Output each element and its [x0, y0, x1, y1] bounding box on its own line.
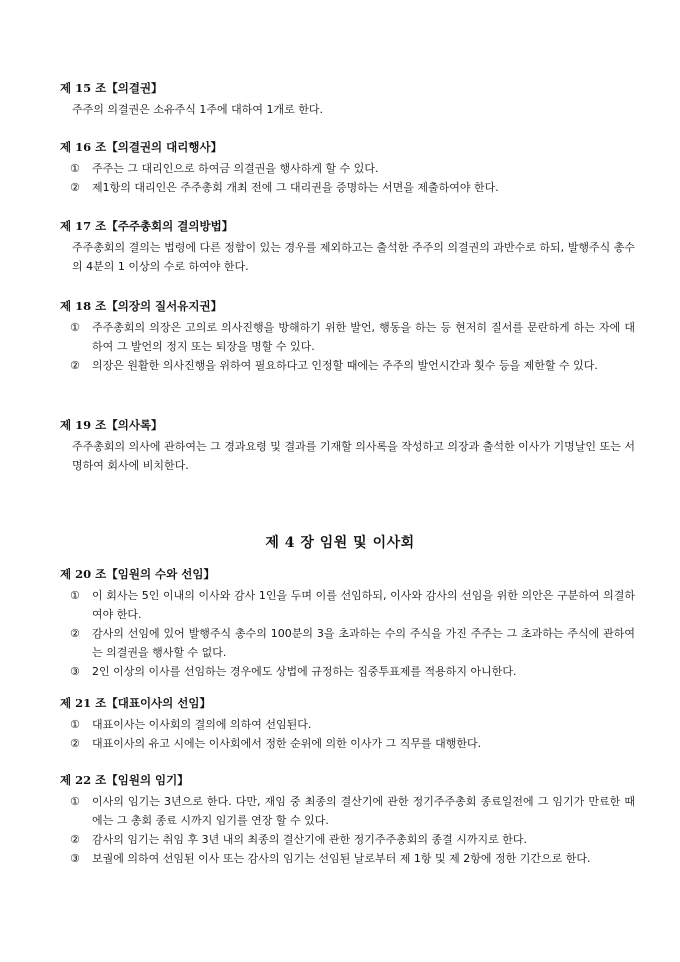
- clause-text: 주주총회의 의장은 고의로 의사진행을 방해하기 위한 발언, 행동을 하는 등 현저히 질서를 문란하게 하는 자에 대하여 그 발언의 정지 또는 퇴장을 명할 수 있다.: [92, 321, 635, 353]
- clause-item: [60, 849, 635, 868]
- article-title: 제 21 조【대표이사의 선임】: [60, 696, 211, 710]
- clause-item: [60, 624, 635, 662]
- article-15: [60, 80, 635, 119]
- clause-number: ③: [70, 852, 80, 865]
- article-title: 제 15 조【의결권】: [60, 81, 163, 95]
- article-19: [60, 417, 635, 475]
- clause-text: 의장은 원활한 의사진행을 위하여 필요하다고 인정할 때에는 주주의 발언시간과 횟수 등을 제한할 수 있다.: [92, 359, 598, 372]
- clause-item: [60, 715, 635, 734]
- article-21: [60, 695, 635, 753]
- clause-item: [60, 178, 635, 197]
- article-title: 제 17 조【주주총회의 결의방법】: [60, 219, 234, 233]
- clause-text: 감사의 선임에 있어 발행주식 총수의 100분의 3을 초과하는 수의 주식을 가진 주주는 그 초과하는 주식에 관하여는 의결권을 행사할 수 없다.: [92, 627, 635, 659]
- clause-item: [60, 830, 635, 849]
- clause-item: [60, 792, 635, 830]
- article-title: 제 16 조【의결권의 대리행사】: [60, 140, 223, 154]
- clause-text: 제1항의 대리인은 주주총회 개최 전에 그 대리권을 증명하는 서면을 제출하여야 한다.: [92, 181, 499, 194]
- clause-text: 이사의 임기는 3년으로 한다. 다만, 재임 중 최종의 결산기에 관한 정기주주총회 종료일전에 그 임기가 만료한 때에는 그 총회 종료 시까지 임기를 연장 할 수 있다.: [92, 795, 635, 827]
- article-body: 주주의 의결권은 소유주식 1주에 대하여 1개로 한다.: [72, 103, 323, 116]
- clause-number: ①: [70, 162, 80, 175]
- chapter-heading: 제 4 장 임원 및 이사회: [265, 534, 415, 551]
- clause-item: [60, 586, 635, 624]
- article-18: [60, 298, 635, 375]
- clause-item: [60, 356, 635, 375]
- clause-item: [60, 318, 635, 356]
- article-title: 제 20 조【임원의 수와 선임】: [60, 567, 215, 581]
- clause-text: 대표이사의 유고 시에는 이사회에서 정한 순위에 의한 이사가 그 직무를 대행한다.: [92, 737, 482, 750]
- clause-text: 이 회사는 5인 이내의 이사와 감사 1인을 두며 이를 선임하되, 이사와 감사의 선임을 위한 의안은 구분하여 의결하여야 한다.: [92, 589, 635, 621]
- clause-number: ②: [70, 627, 80, 640]
- clause-item: [60, 734, 635, 753]
- clause-number: ①: [70, 718, 80, 731]
- article-body: 주주총회의 결의는 법령에 다른 정함이 있는 경우를 제외하고는 출석한 주주의 의결권의 과반수로 하되, 발행주식 총수의 4분의 1 이상의 수로 하여야 한다.: [72, 241, 635, 273]
- clause-text: 주주는 그 대리인으로 하여금 의결권을 행사하게 할 수 있다.: [92, 162, 379, 175]
- article-title: 제 22 조【임원의 임기】: [60, 773, 189, 787]
- clause-number: ①: [70, 321, 80, 334]
- article-17: [60, 218, 635, 276]
- clause-number: ①: [70, 795, 80, 808]
- clause-number: ①: [70, 589, 80, 602]
- article-22: [60, 772, 635, 868]
- article-title: 제 18 조【의장의 질서유지권】: [60, 299, 223, 313]
- clause-number: ②: [70, 181, 80, 194]
- clause-number: ②: [70, 833, 80, 846]
- clause-text: 2인 이상의 이사를 선임하는 경우에도 상법에 규정하는 집중투표제를 적용하지 아니한다.: [92, 665, 517, 678]
- clause-text: 감사의 임기는 취임 후 3년 내의 최종의 결산기에 관한 정기주주총회의 종결 시까지로 한다.: [92, 833, 527, 846]
- article-title: 제 19 조【의사록】: [60, 418, 163, 432]
- article-body: 주주총회의 의사에 관하여는 그 경과요령 및 결과를 기재할 의사록을 작성하고 의장과 출석한 이사가 기명날인 또는 서명하여 회사에 비치한다.: [72, 440, 635, 472]
- clause-text: 보궐에 의하여 선임된 이사 또는 감사의 임기는 선임된 날로부터 제 1항 및 제 2항에 정한 기간으로 한다.: [92, 852, 591, 865]
- article-16: [60, 139, 635, 197]
- clause-text: 대표이사는 이사회의 결의에 의하여 선임된다.: [92, 718, 312, 731]
- clause-item: [60, 159, 635, 178]
- article-20: [60, 566, 635, 681]
- clause-number: ②: [70, 359, 80, 372]
- clause-item: [60, 662, 635, 681]
- clause-number: ③: [70, 665, 80, 678]
- clause-number: ②: [70, 737, 80, 750]
